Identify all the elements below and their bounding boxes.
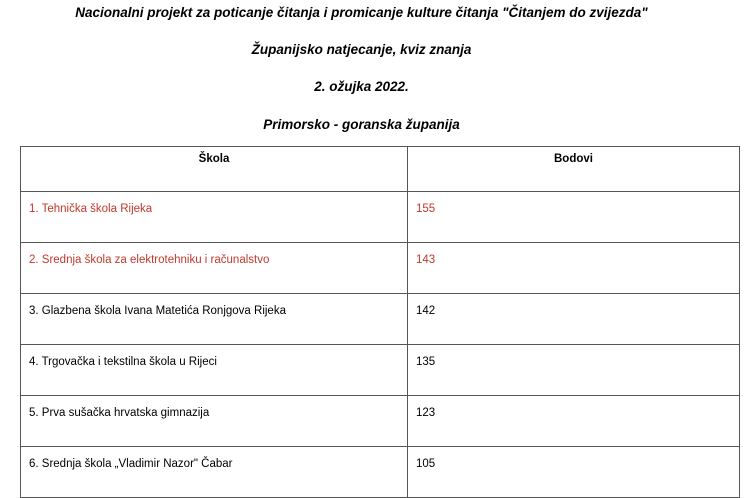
results-table [20, 146, 740, 498]
table-row [21, 396, 740, 447]
table-row [21, 294, 740, 345]
points-cell: 135 [408, 345, 740, 396]
school-cell: 6. Srednja škola „Vladimir Nazor" Čabar [21, 447, 408, 498]
school-cell: 3. Glazbena škola Ivana Matetića Ronjgova Rijeka [21, 294, 408, 345]
table-row [21, 345, 740, 396]
points-cell: 142 [408, 294, 740, 345]
competition-title: Županijsko natjecanje, kviz znanja [251, 42, 472, 57]
table-row [21, 192, 740, 243]
column-header-school: Škola [21, 147, 408, 192]
school-cell: 2. Srednja škola za elektrotehniku i računalstvo [21, 243, 408, 294]
school-cell: 5. Prva sušačka hrvatska gimnazija [21, 396, 408, 447]
points-cell: 155 [408, 192, 740, 243]
table-header-row [21, 147, 740, 192]
project-title: Nacionalni projekt za poticanje čitanja i promicanje kulture čitanja "Čitanjem do zvijezda" [75, 5, 648, 20]
county-title: Primorsko - goranska županija [263, 117, 460, 132]
points-cell: 143 [408, 243, 740, 294]
school-cell: 1. Tehnička škola Rijeka [21, 192, 408, 243]
table-row [21, 447, 740, 498]
points-cell: 105 [408, 447, 740, 498]
column-header-points: Bodovi [408, 147, 740, 192]
competition-date: 2. ožujka 2022. [314, 79, 409, 94]
table-row [21, 243, 740, 294]
school-cell: 4. Trgovačka i tekstilna škola u Rijeci [21, 345, 408, 396]
points-cell: 123 [408, 396, 740, 447]
